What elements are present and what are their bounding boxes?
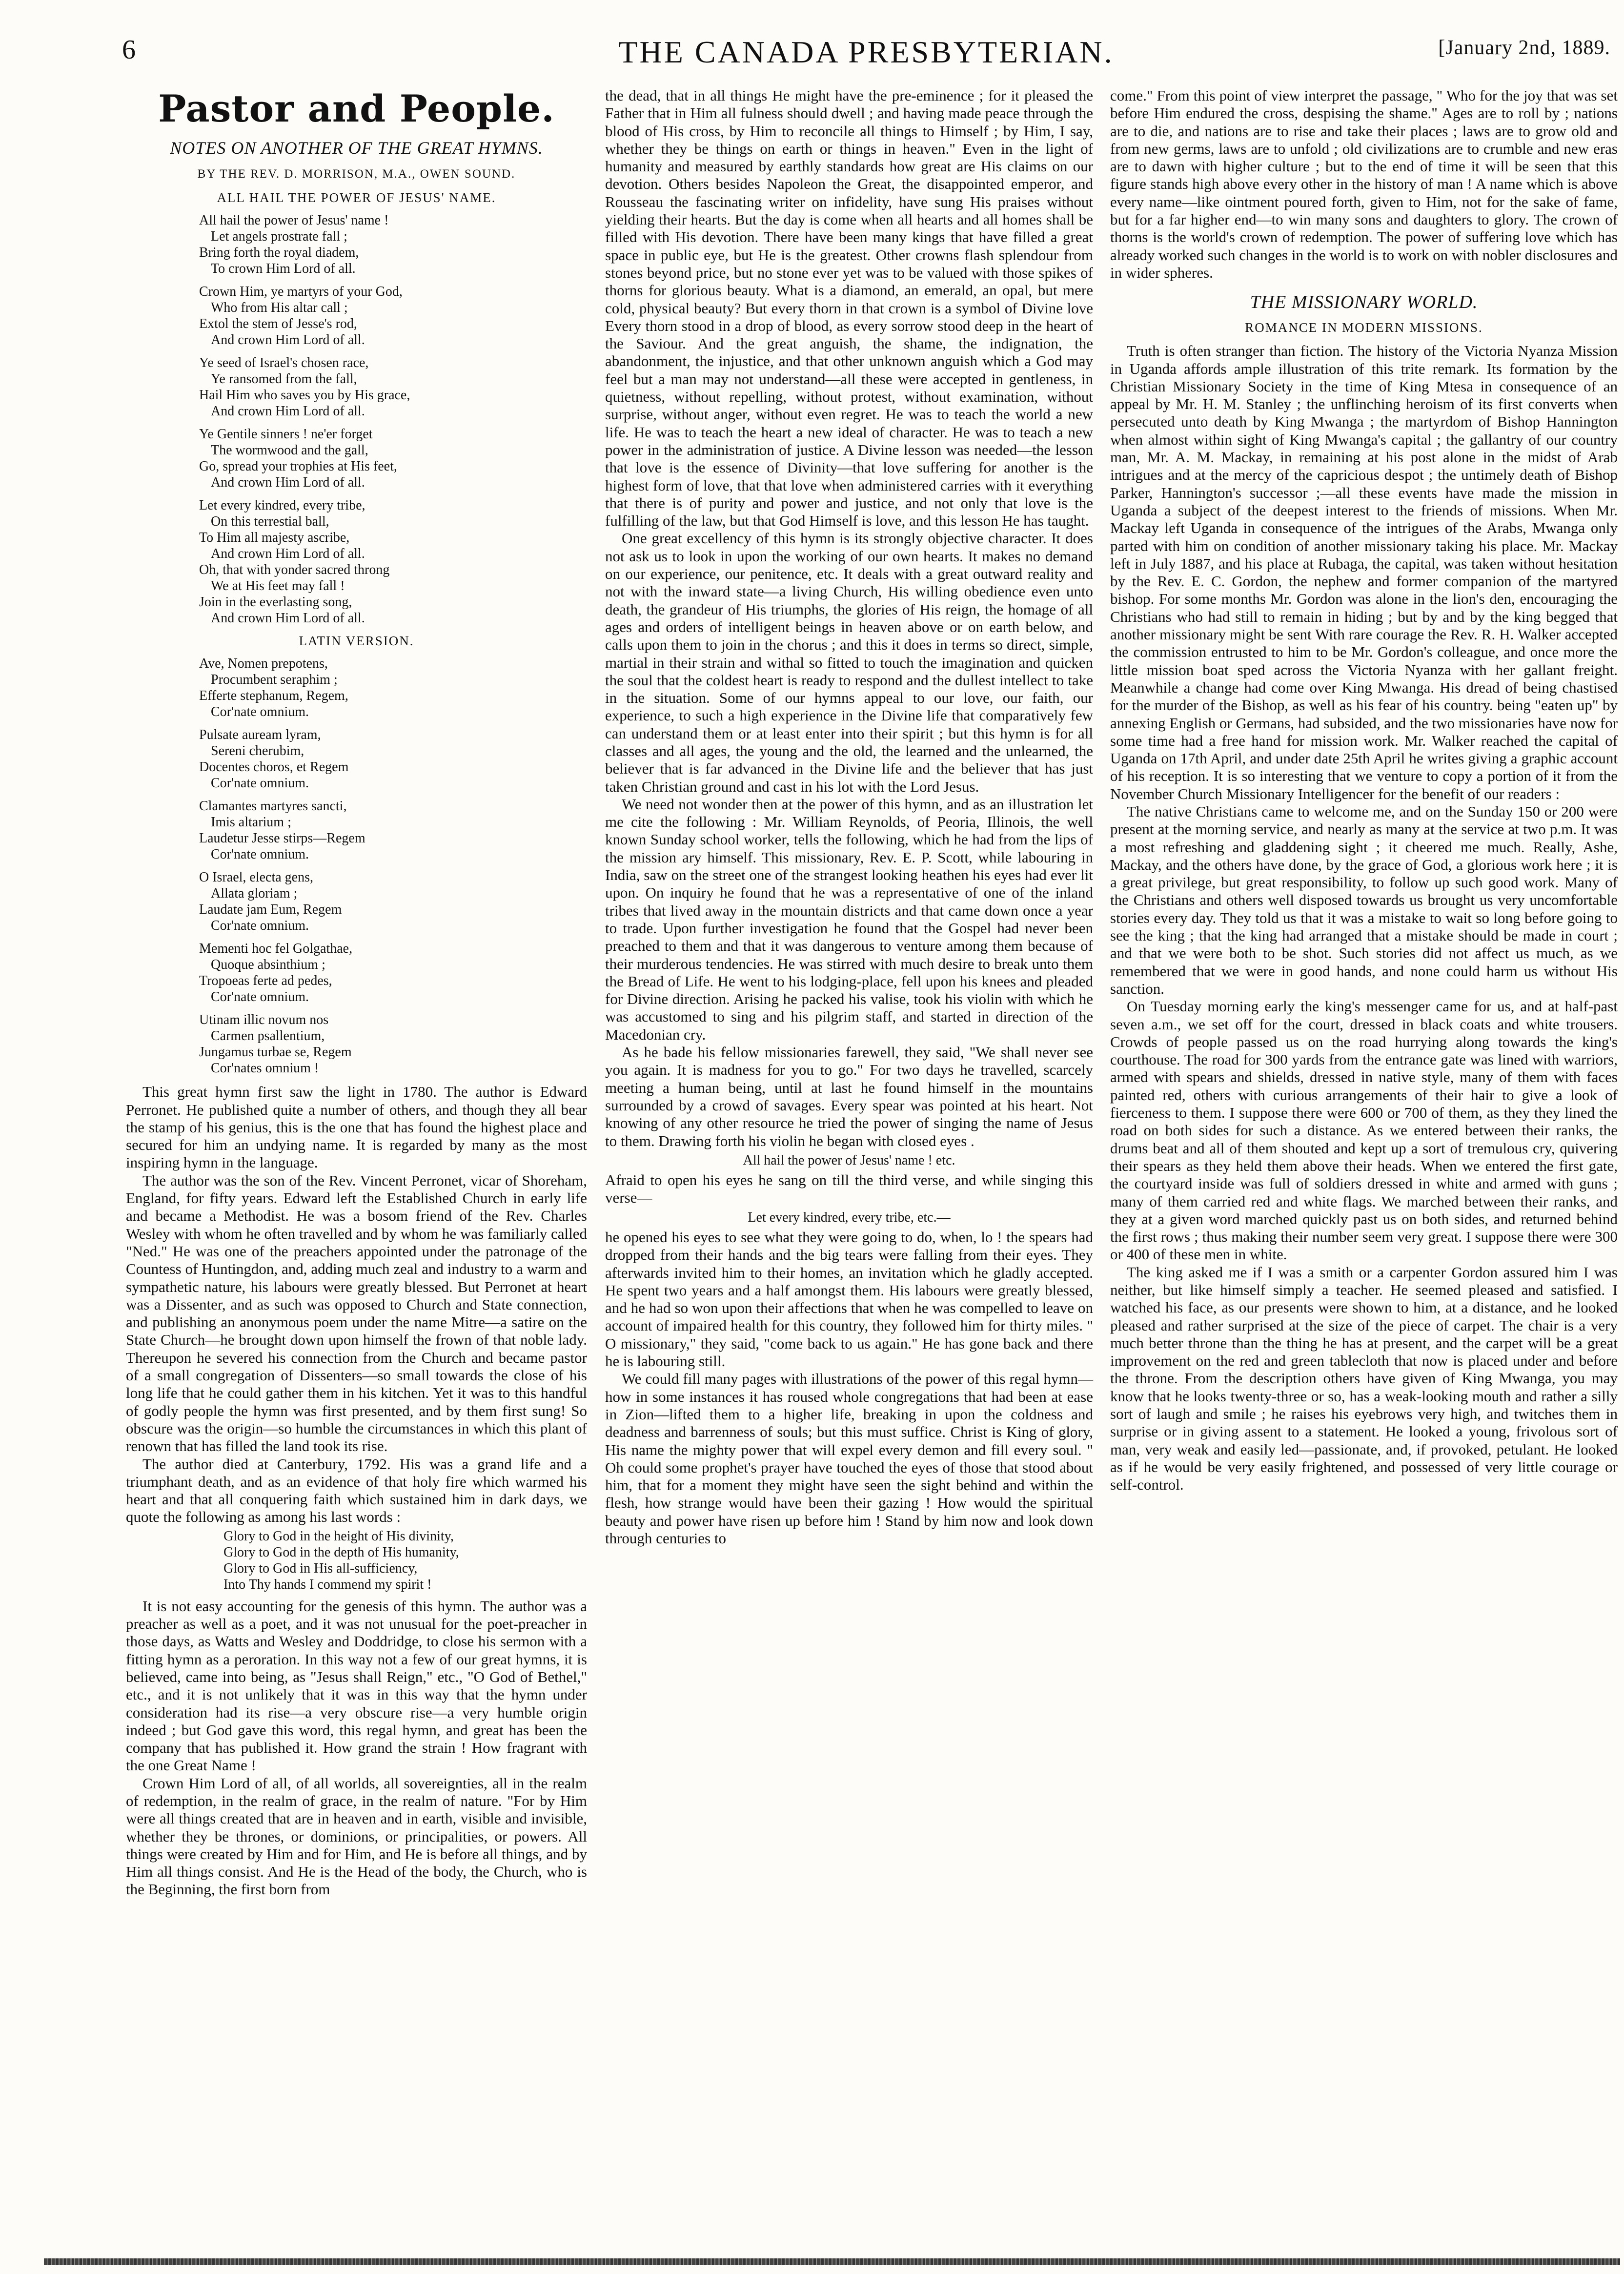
stanza bbox=[199, 212, 587, 277]
verse-line: All hail the power of Jesus' name ! bbox=[199, 213, 389, 228]
verse-line: Oh, that with yonder sacred throng bbox=[199, 562, 390, 578]
paragraph: The author died at Canterbury, 1792. His was a grand life and a triumphant death, and as an evidence of that holy fire which warmed his heart and that all conquering faith which sustained him in dark days, we quote the following as among his last words : bbox=[126, 1455, 587, 1526]
section-title-pastor-and-people: Pastor and People. bbox=[158, 87, 555, 130]
verse-line: Imis altarium ; bbox=[211, 815, 291, 830]
verse-line: Procumbent seraphim ; bbox=[211, 672, 338, 688]
verse-line: Cor'nate omnium. bbox=[211, 704, 309, 720]
stanza bbox=[199, 355, 587, 419]
paragraph: It is not easy accounting for the genesis of this hymn. The author was a preacher as well as a poet, and it was not unusual for the poet-preacher in those days, as Watts and Wesley and Doddridge, to close his sermon with a fitting hymn as a peroration. In this way not a few of our great hymns, it is believed, came into being, as "Jesus shall Reign," etc., "O God of Bethel," etc., and it is not unlikely that it was in this way that the hymn under consideration had its rise—a very obscure rise—a very humble origin indeed ; but God gave this word, this regal hymn, and great has been the company that has published it. How grand the strain ! How fragrant with the one Great Name ! bbox=[126, 1597, 587, 1774]
verse-line: Ye ransomed from the fall, bbox=[211, 371, 357, 387]
issue-date: [January 2nd, 1889. bbox=[1438, 37, 1610, 59]
paragraph: We could fill many pages with illustrations of the power of this regal hymn—how in some instances it has roused whole congregations that had been at ease in Zion—lifted them to a higher life, breaking in upon the coldness and deadness and barrenness of souls; but this must suffice. Christ is King of glory, His name the mighty power that will expel every demon and fill every soul. " Oh could some prophet's prayer have touched the eyes of those that stood about him, that for a moment they might have seen the sight behind and within the flesh, how strange would have been their gazing ! How would the spiritual beauty and power have risen up before him ! Stand by him now and look down through centuries to bbox=[605, 1370, 1093, 1547]
column-1 bbox=[126, 85, 587, 1899]
paragraph: On Tuesday morning early the king's messenger came for us, and at half-past seven a.m., we set off for the court, dressed in black coats and white trousers. Crowds of people passed us on the road hurrying along towards the king's courthouse. The road for 300 yards from the entrance gate was lined with warriors, armed with spears and shields, dressed in native style, many of them with faces painted red, others with curious arrangements of their hair to give a look of fierceness to them. I suppose there were 600 or 700 of them, as they they lined the road on both sides for such a distance. As we entered between their ranks, the drums beat and all of them shouted and kept up a sort of tremulous cry, quivering their spears as they held them above their heads. When we entered the first gate, the courtyard inside was full of soldiers dressed in white and armed with guns ; many of them carried red and white flags. We marched between their ranks, and they at a given word marched quickly past us on both sides, and returned behind the first rows ; thus making their number seem very great. I suppose there were 300 or 400 of these men in white. bbox=[1110, 998, 1618, 1263]
verse-line: Utinam illic novum nos bbox=[199, 1012, 329, 1028]
verse-line: Who from His altar call ; bbox=[211, 300, 348, 316]
column-2 bbox=[605, 87, 1093, 1547]
verse-line: O Israel, electa gens, bbox=[199, 870, 313, 885]
verse-line: And crown Him Lord of all. bbox=[211, 475, 365, 491]
verse-line: Let every kindred, every tribe, bbox=[199, 498, 365, 513]
verse-line: We at His feet may fall ! bbox=[211, 578, 345, 594]
verse-line: Extol the stem of Jesse's rod, bbox=[199, 316, 357, 332]
verse-line: Jungamus turbae se, Regem bbox=[199, 1045, 352, 1060]
article-title: NOTES ON ANOTHER OF THE GREAT HYMNS. bbox=[170, 138, 543, 158]
stanza bbox=[199, 869, 587, 934]
verse-line: Quoque absinthium ; bbox=[211, 957, 325, 973]
verse-line: Allata gloriam ; bbox=[211, 886, 298, 901]
verse-line: Crown Him, ye martyrs of your God, bbox=[199, 284, 403, 300]
verse-line: And crown Him Lord of all. bbox=[211, 404, 365, 419]
stanza bbox=[199, 656, 587, 720]
verse-line: Ye seed of Israel's chosen race, bbox=[199, 355, 369, 371]
paragraph: One great excellency of this hymn is its strongly objective character. It does not ask us to look in upon the working of our own hearts. It makes no demand on our experience, our penitence, etc. It deals with a great outward reality and not with the inward state—a living Church, His willing obedience even unto death, the grandeur of His triumphs, the glories of His reign, the homage of all ages and orders of intelligent beings in heaven above or on earth below, and calls upon them to join in the chorus ; and this it does in terms so direct, simple, martial in their strain and withal so fitted to touch the imagination and quicken the soul that the coldest heart is ready to respond and the dullest intellect to take in the situation. Some of our hymns appeal to our love, our faith, our experience, to such a high experience in the Divine life that comparatively few can understand them or at least enter into their spirit ; but this hymn is for all classes and all ages, the young and the old, the learned and the unlearned, the believer that is far advanced in the Divine life and the believer that has just taken Christian ground and cast in his lot with the Lord Jesus. bbox=[605, 530, 1093, 795]
verse-line: Glory to God in the depth of His humanity, bbox=[223, 1544, 459, 1560]
verse-line: Carmen psallentium, bbox=[211, 1028, 325, 1044]
verse-line: And crown Him Lord of all. bbox=[211, 332, 365, 348]
page-header bbox=[122, 34, 1610, 83]
verse-line: Go, spread your trophies at His feet, bbox=[199, 459, 397, 474]
section-subtitle: ROMANCE IN MODERN MISSIONS. bbox=[1245, 320, 1483, 335]
verse-line: And crown Him Lord of all. bbox=[211, 611, 365, 626]
verse-line: Laudate jam Eum, Regem bbox=[199, 902, 342, 918]
bottom-border-rule bbox=[44, 2258, 1620, 2265]
paragraph: The king asked me if I was a smith or a carpenter Gordon assured him I was neither, but like himself simply a teacher. He seemed pleased and satisfied. I watched his face, as our presents were shown to him, at a distance, and he looked pleased and rather surprised at the size of the piece of carpet. The chair is a very much better throne than the thing he has at present, and the carpet will be a great improvement on the red and green tablecloth that now is placed under and before the throne. From the description others have given of King Mwanga, you may know that he looks twenty-three or so, has a weak-looking mouth and rather a silly sort of laugh and smile ; he raises his eyebrows very high, and twitches them in surprise or in giving assent to a statement. He looked a young, frivolous sort of man, very weak and easily led—passionate, and, if provoked, petulant. He looked as if he would be very easily frightened, and possessed of very little courage or self-control. bbox=[1110, 1263, 1618, 1494]
paragraph: come." From this point of view interpret the passage, " Who for the joy that was set before Him endured the cross, despising the shame." Ages are to roll by ; nations are to die, and nations are to rise and take their places ; laws are to grow old and from new germs, laws are to unfold ; old civilizations are to crumble and new eras are to dawn with higher culture ; but to the end of time it will be seen that this figure stands high above every other in the history of man ! A name which is above every name—like ointment poured forth, given to Him, not for the sake of fame, but for a far higher end—to win many sons and daughters to glory. The crown of thorns is the world's crown of redemption. The power of suffering love which has already worked such changes in the world is to work on with nobler disclosures and in wider spheres. bbox=[1110, 87, 1618, 281]
newspaper-title: THE CANADA PRESBYTERIAN. bbox=[618, 35, 1114, 69]
verse-line: Cor'nate omnium. bbox=[211, 989, 309, 1005]
article-byline: BY THE REV. D. MORRISON, M.A., OWEN SOUND. bbox=[197, 167, 516, 181]
verse-line: Cor'nate omnium. bbox=[211, 847, 309, 862]
verse-line: Pulsate auream lyram, bbox=[199, 727, 321, 743]
latin-verses bbox=[126, 656, 587, 1076]
verse-line: Mementi hoc fel Golgathae, bbox=[199, 941, 353, 957]
verse-line: Sereni cherubim, bbox=[211, 743, 304, 759]
verse-line: The wormwood and the gall, bbox=[211, 443, 368, 458]
verse-quote: All hail the power of Jesus' name ! etc. bbox=[743, 1152, 955, 1168]
stanza bbox=[199, 497, 587, 626]
verse-line: Laudetur Jesse stirps—Regem bbox=[199, 831, 365, 846]
stanza bbox=[199, 284, 587, 348]
paragraph: Crown Him Lord of all, of all worlds, all sovereignties, all in the realm of redemption, in the realm of grace, in the realm of nature. "For by Him were all things created that are in heaven and in earth, visible and invisible, whether they be thrones, or dominions, or principalities, or powers. All things were created by Him and for Him, and He is before all things, and by Him all things consist. And He is the Head of the body, the Church, who is the Beginning, the first born from bbox=[126, 1774, 587, 1898]
section-title-missionary-world: THE MISSIONARY WORLD. bbox=[1250, 292, 1478, 313]
verse-line: On this terrestial ball, bbox=[211, 514, 329, 530]
hymn-verses bbox=[126, 212, 587, 626]
last-words-quote bbox=[126, 1528, 587, 1593]
verse-line: To Him all majesty ascribe, bbox=[199, 530, 350, 546]
verse-line: Efferte stephanum, Regem, bbox=[199, 688, 348, 704]
verse-line: Bring forth the royal diadem, bbox=[199, 245, 359, 261]
verse-line: To crown Him Lord of all. bbox=[211, 261, 356, 277]
paragraph: We need not wonder then at the power of this hymn, and as an illustration let me cite the following : Mr. William Reynolds, of Peoria, Illinois, the well known Sunday school worker, tells the following, which he had from the lips of the mission ary himself. This missionary, Rev. E. P. Scott, while labouring in India, saw on the street one of the strangest looking heathen his eyes had ever lit upon. On inquiry he found that he was a representative of one of the inland tribes that lived away in the mountain districts and that came down once a year to trade. Upon further investigation he found that the Gospel had never been preached to them and that it was dangerous to venture among them because of their murderous tendencies. He was stirred with much desire to break unto them the Bread of Life. He went to his lodging-place, fell upon his knees and pleaded for Divine direction. Arising he packed his valise, took his violin with which he was accustomed to sing and his pilgrim staff, and started in direction of the Macedonian cry. bbox=[605, 795, 1093, 1043]
verse-line: Docentes choros, et Regem bbox=[199, 759, 349, 775]
paragraph: As he bade his fellow missionaries farewell, they said, "We shall never see you again. It is madness for you to go." For two days he travelled, scarcely meeting a human being, until at last he found himself in the mountains surrounded by a crowd of savages. Every spear was pointed at his heart. Not knowing of any other resource he tried the power of singing the name of Jesus to them. Drawing forth his violin he began with closed eyes . bbox=[605, 1044, 1093, 1149]
verse-line: Hail Him who saves you by His grace, bbox=[199, 388, 410, 403]
verse-line: Clamantes martyres sancti, bbox=[199, 799, 347, 814]
paragraph: Afraid to open his eyes he sang on till the third verse, and while singing this verse— bbox=[605, 1171, 1093, 1207]
verse-line: Cor'nate omnium. bbox=[211, 776, 309, 791]
paragraph: Truth is often stranger than fiction. The history of the Victoria Nyanza Mission in Uganda affords ample illustration of this trite remark. Its formation by the Christian Missionary Society in the time of King Mtesa in consequence of an appeal by Mr. H. M. Stanley ; the unflinching heroism of its first converts when persecuted unto death by King Mwanga ; the martyrdom of Bishop Hannington when almost within sight of King Mwanga's capital ; the gallantry of our country man, Mr. A. M. Mackay, in remaining at his post alone in the midst of Arab intrigues and at the mercy of the capricious despot ; the untimely death of Bishop Parker, Hannington's successor ;—all these events have made the mission in Uganda a subject of the deepest interest to the friends of missions. When Mr. Mackay left Uganda in consequence of the intrigues of the Arabs, Mwanga only parted with him on condition of another missionary taking his place. Mr. Mackay left in July 1887, and his place at Rubaga, the capital, was taken without hesitation by the Rev. E. C. Gordon, the nephew and former companion of the martyred bishop. For some months Mr. Gordon was alone in the lion's den, encouraging the Christians who had still to remain in hiding ; but by and by the king begged that another missionary might be sent With rare courage the Rev. R. H. Walker accepted the commission entrusted to him to be Mr. Gordon's colleague, and once more the little mission boat sped across the Victoria Nyanza with her gallant freight. Meanwhile a change had come over King Mwanga. His dread of being chastised for the murder of the Bishop, as well as his fear of his country. being "eaten up" by annexing English or Germans, had subsided, and the two missionaries have now for some time had a free hand for mission work. Mr. Walker reached the capital of Uganda on 17th April, and under date 25th April he writes giving a graphic account of his reception. It is so interesting that we venture to copy a portion of it from the November Church Missionary Intelligencer for the benefit of our readers : bbox=[1110, 342, 1618, 802]
stanza bbox=[199, 941, 587, 1005]
verse-line: Glory to God in His all-sufficiency, bbox=[223, 1560, 418, 1576]
verse-line: Tropoeas ferte ad pedes, bbox=[199, 973, 332, 989]
paragraph: The native Christians came to welcome me, and on the Sunday 150 or 200 were present at the morning service, and nearly as many at the service at two p.m. It was a most refreshing and gladdening sight ; it cheered me much. Really, Ashe, Mackay, and the others have done, by the grace of God, a glorious work here ; it is a great privilege, but great responsibility, to follow up such good work. Many of the Christians and others well disposed towards us brought us very uncomfortable stories every day. They told us that it was a mistake to wait so long before going to see the king ; that the king had arranged that a mistake should be made in court ; and that we were both to be shot. Such stories did not affect us much, as we remembered that we were in good hands, and none could harm us without His sanction. bbox=[1110, 802, 1618, 997]
hymn-title: ALL HAIL THE POWER OF JESUS' NAME. bbox=[217, 190, 496, 205]
stanza bbox=[199, 798, 587, 862]
latin-version-title: LATIN VERSION. bbox=[299, 634, 414, 649]
page-number: 6 bbox=[122, 35, 136, 65]
verse-line: Ave, Nomen prepotens, bbox=[199, 656, 328, 672]
paragraph: The author was the son of the Rev. Vincent Perronet, vicar of Shoreham, England, for fifty years. Edward left the Established Church in early life and became a Methodist. He was a bosom friend of the Rev. Charles Wesley with whom he often travelled and by whom he was familiarly called "Ned." He was one of the preachers appointed under the patronage of the Countess of Huntingdon, and, adding much zeal and industry to a warm and sympathetic nature, his labours were greatly blessed. But Perronet at heart was a Dissenter, and as such was opposed to Church and State connection, and publishing an anonymous poem under the name Mitre—a satire on the State Church—he brought down upon himself the frown of that noble lady. Thereupon he severed his connection from the Church and became pastor of a small congregation of Dissenters—so small towards the close of his long life that he could gather them in his kitchen. Yet it was to this handful of godly people the hymn was first presented, and by them first sung! So obscure was the origin—so humble the circumstances in which this plant of renown that has filled the land took its rise. bbox=[126, 1171, 587, 1455]
column-3 bbox=[1110, 87, 1618, 1494]
stanza bbox=[199, 426, 587, 491]
stanza bbox=[199, 727, 587, 791]
verse-quote: Let every kindred, every tribe, etc.— bbox=[748, 1209, 951, 1225]
paragraph: he opened his eyes to see what they were going to do, when, lo ! the spears had dropped from their hands and the big tears were falling from their eyes. They afterwards invited him to their homes, an invitation which he gladly accepted. He spent two years and a half amongst them. His labours were greatly blessed, and he had so won upon their affections that when he was compelled to leave on account of impaired health for this country, they followed him for thirty miles. " O missionary," they said, "come back to us again." He has gone back and there he is labouring still. bbox=[605, 1229, 1093, 1370]
verse-line: Cor'nates omnium ! bbox=[211, 1061, 319, 1076]
verse-line: Let angels prostrate fall ; bbox=[211, 229, 347, 245]
paragraph: This great hymn first saw the light in 1780. The author is Edward Perronet. He published quite a number of others, and though they all bear the stamp of his genius, this is the one that has found the highest place and secured for him an undying name. It is regarded by many as the most inspiring hymn in the language. bbox=[126, 1083, 587, 1171]
stanza bbox=[199, 1012, 587, 1076]
verse-line: Ye Gentile sinners ! ne'er forget bbox=[199, 427, 373, 442]
verse-line: And crown Him Lord of all. bbox=[211, 546, 365, 562]
verse-line: Join in the everlasting song, bbox=[199, 594, 352, 610]
verse-line: Into Thy hands I commend my spirit ! bbox=[223, 1577, 432, 1592]
verse-line: Glory to God in the height of His divinity, bbox=[223, 1528, 454, 1544]
verse-line: Cor'nate omnium. bbox=[211, 918, 309, 934]
paragraph: the dead, that in all things He might have the pre-eminence ; for it pleased the Father that in Him all fulness should dwell ; and having made peace through the blood of His cross, by Him to reconcile all things to Himself ; by Him, I say, whether they be things on earth or things in heaven." Even in the light of humanity and measured by earthly standards how great are His claims on our devotion. Others besides Napoleon the Great, the disappointed emperor, and Rousseau the fascinating writer on infidelity, have sung His praises without yielding their hearts. But the day is come when all hearts and all homes shall be filled with His devotion. There have been many kings that have filled a great space in public eye, but He is the greatest. Other crowns flash splendour from stones beyond price, but no stone ever yet was to be valued with those spikes of thorns for glorious beauty. What is a diamond, an emerald, an opal, but mere cold, physical beauty? But every thorn in that crown is a symbol of Divine love Every thorn stood in a drop of blood, as every sorrow stood deep in the heart of the Saviour. And the great anguish, the shame, the indignation, the abandonment, the injustice, and that other unknown anguish which a God may feel but a man may not understand—all these were accepted in gentleness, in quietness, without repelling, without protest, without examination, without surprise, without anger, without even regret. He was to teach the world a new life. He was to teach the heart a new ideal of character. He was to teach a new power in the administration of justice. A Divine lesson was needed—the lesson that love is the essence of Divinity—that love suffering for another is the highest form of love, that that love when administered carries with it everything that there is of purity and power and justice, and not only that love is the fulfilling of the law, but that God Himself is love, and this lesson He has taught. bbox=[605, 87, 1093, 530]
